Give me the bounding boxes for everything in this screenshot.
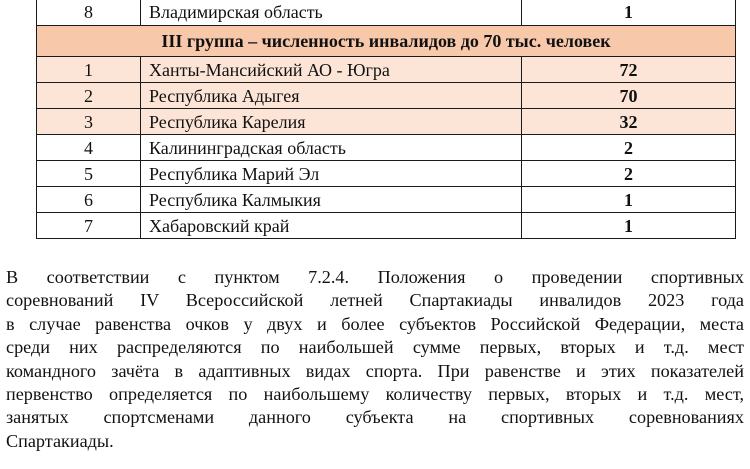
group-header-cell: III группа – численность инвалидов до 70 тыс. человек [37,26,736,57]
region-cell: Хабаровский край [141,213,522,239]
results-table [36,0,736,239]
rank-cell: 5 [37,161,141,187]
rank-cell: 4 [37,135,141,161]
group-header-row [37,26,736,57]
region-cell: Республика Адыгея [141,83,522,109]
table-row [37,135,736,161]
rank-cell: 8 [37,0,141,26]
region-cell: Владимирская область [141,0,522,26]
paragraph-line: первенство определяется по наибольшему количеству первых, вторых и т.д. мест, [6,384,744,405]
table-row [37,109,736,135]
table-row [37,161,736,187]
region-cell: Калининградская область [141,135,522,161]
tie-break-rules-paragraph [6,266,744,453]
region-cell: Ханты-Мансийский АО - Югра [141,57,522,83]
points-cell: 70 [522,83,736,109]
points-cell: 2 [522,135,736,161]
points-cell: 1 [522,213,736,239]
table-row [37,187,736,213]
paragraph-line: соревнований IV Всероссийской летней Спартакиады инвалидов 2023 года [6,290,744,311]
paragraph-line: занятых спортсменами данного субъекта на спортивных соревнованиях [6,407,744,428]
points-cell: 1 [522,187,736,213]
table-row [37,0,736,26]
results-table-container [36,0,735,239]
rank-cell: 6 [37,187,141,213]
points-cell: 2 [522,161,736,187]
region-cell: Республика Калмыкия [141,187,522,213]
table-row [37,57,736,83]
rank-cell: 1 [37,57,141,83]
paragraph-line: командного зачёта в адаптивных видах спорта. При равенстве и этих показателей [6,360,744,381]
paragraph-line: Спартакиады. [6,430,114,451]
points-cell: 1 [522,0,736,26]
region-cell: Республика Марий Эл [141,161,522,187]
rank-cell: 3 [37,109,141,135]
region-cell: Республика Карелия [141,109,522,135]
points-cell: 72 [522,57,736,83]
paragraph-line: В соответствии с пунктом 7.2.4. Положения о проведении спортивных [6,267,744,287]
paragraph-line: в случае равенства очков у двух и более субъектов Российской Федерации, места [6,313,744,334]
points-cell: 32 [522,109,736,135]
table-row [37,213,736,239]
paragraph-line: среди них распределяются по наибольшей сумме первых, вторых и т.д. мест [6,337,744,358]
table-row [37,83,736,109]
rank-cell: 2 [37,83,141,109]
rank-cell: 7 [37,213,141,239]
